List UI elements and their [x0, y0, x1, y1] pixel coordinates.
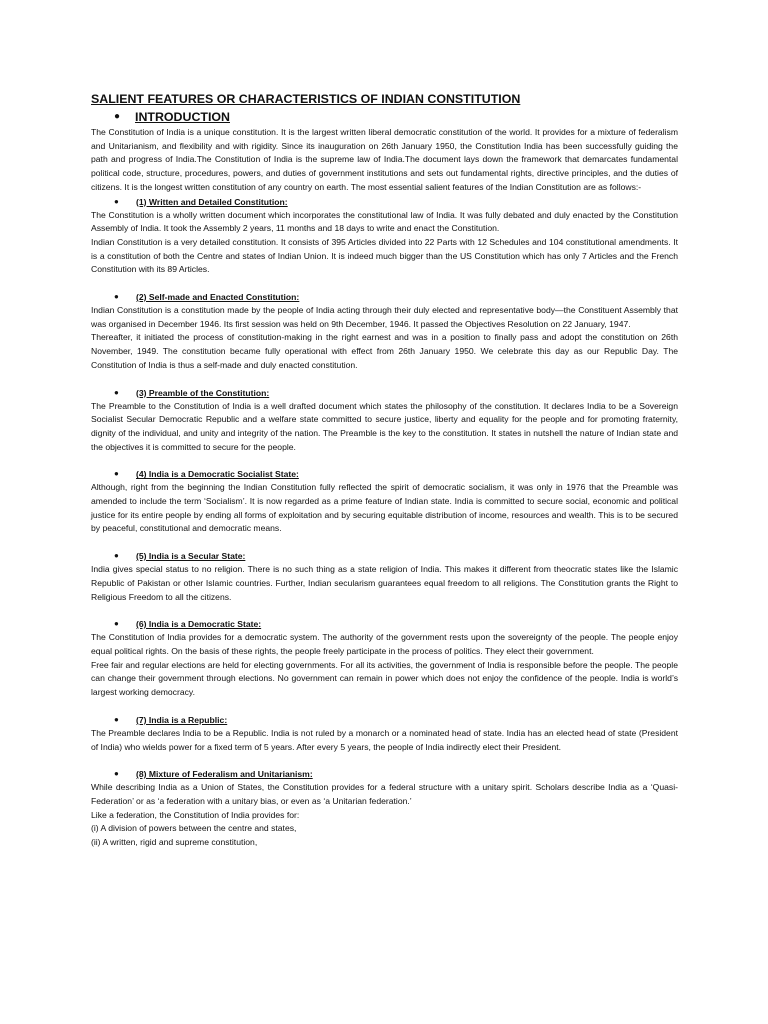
introduction-heading-row [91, 109, 678, 125]
section-paragraph: Free fair and regular elections are held for electing governments. For all its activities, the government of India is responsible before the people. The people can change their government through elections. No government can remain in power which does not enjoy the confidence of the people. India is world’s largest working democracy. [91, 659, 678, 698]
section-heading-row [91, 549, 678, 563]
section-democratic-state [91, 617, 678, 700]
section-written-constitution [91, 195, 678, 278]
document-page [91, 92, 678, 850]
bullet-icon: ● [114, 196, 119, 206]
section-secular-state [91, 549, 678, 604]
section-paragraph: While describing India as a Union of States, the Constitution provides for a federal structure with a unitary spirit. Scholars describe India as a ‘Quasi-Federation’ or as ‘a federation with a unitary bias, or even as ‘a Unitarian federation.’ [91, 782, 678, 806]
section-heading: (2) Self-made and Enacted Constitution: [136, 292, 300, 303]
section-heading-row [91, 767, 678, 781]
section-heading-row [91, 617, 678, 631]
section-paragraph: Although, right from the beginning the Indian Constitution fully reflected the spirit of democratic socialism, it was only in 1976 that the Preamble was amended to include the term ‘Socialism’. It is now regarded as a prime feature of Indian state. India is committed to secure social, economic and political justice for its entire people by ending all forms of exploitation and by securing equitable distribution of income, resources and wealth. This is to be secured by peaceful, constitutional and democratic means. [91, 482, 678, 534]
section-heading-row [91, 467, 678, 481]
bullet-icon: ● [114, 387, 119, 397]
section-federalism-unitarianism [91, 767, 678, 850]
document-title: SALIENT FEATURES OR CHARACTERISTICS OF INDIAN CONSTITUTION [91, 92, 521, 106]
section-heading-row [91, 195, 678, 209]
section-paragraph: Like a federation, the Constitution of India provides for: [91, 809, 300, 820]
section-heading: (3) Preamble of the Constitution: [136, 387, 270, 398]
section-self-made-constitution [91, 290, 678, 373]
bullet-icon: ● [114, 469, 119, 479]
section-heading-row [91, 713, 678, 727]
list-item: (i) A division of powers between the centre and states, [91, 823, 297, 834]
introduction-heading: INTRODUCTION [135, 110, 230, 124]
section-paragraph: The Constitution of India provides for a democratic system. The authority of the government rests upon the sovereignty of the people. The people enjoy equal political rights. On the basis of these rights, the people freely participate in the process of politics. They elect their government. [91, 632, 678, 656]
list-item: (ii) A written, rigid and supreme constitution, [91, 837, 258, 848]
section-preamble [91, 386, 678, 455]
section-paragraph: Thereafter, it initiated the process of constitution-making in the right earnest and was in a position to finally pass and adopt the constitution on 26th November, 1949. The constitution became fully operational with effect from 26th January 1950. We celebrate this day as our Republic Day. The Constitution of India is thus a self-made and duly enacted constitution. [91, 332, 678, 370]
section-paragraph: Indian Constitution is a constitution made by the people of India acting through their duly elected and representative body—the Constituent Assembly that was organised in December 1946. Its first session was held on 9th December, 1946. It passed the Objectives Resolution on 22 January, 1947. [91, 305, 678, 329]
section-heading: (1) Written and Detailed Constitution: [136, 196, 288, 207]
bullet-icon: ● [114, 769, 119, 779]
section-heading: (4) India is a Democratic Socialist State: [136, 469, 299, 480]
introduction-paragraph: The Constitution of India is a unique constitution. It is the largest written liberal democratic constitution of the world. It provides for a mixture of federalism and Unitarianism, and flexibility and with rigidity. Since its inauguration on 26th January 1950, the Constitution India has been successfully guiding the path and progress of India.The Constitution of India is the supreme law of India.The document lays down the framework that demarcates fundamental political code, structure, procedures, powers, and duties of government institutions and sets out fundamental rights, directive principles, and the duties of citizens. It is the longest written constitution of any country on earth. The most essential salient features of the Indian Constitution are as follows:- [91, 127, 678, 192]
section-heading: (7) India is a Republic: [136, 714, 228, 725]
section-paragraph: India gives special status to no religion. There is no such thing as a state religion of India. This makes it different from theocratic states like the Islamic Republic of Pakistan or other Islamic countries. Further, Indian secularism guarantees equal freedom to all religions. The Constitution grants the Right to Religious Freedom to all the citizens. [91, 564, 678, 602]
section-paragraph: Indian Constitution is a very detailed constitution. It consists of 395 Articles divided into 22 Parts with 12 Schedules and 104 constitutional amendments. It is a constitution of both the Centre and states of Indian Union. It is indeed much bigger than the US Constitution which has only 7 Articles and the French Constitution with its 89 Articles. [91, 236, 678, 275]
section-democratic-socialist-state [91, 467, 678, 536]
section-heading-row [91, 290, 678, 304]
bullet-icon: ● [114, 551, 119, 561]
section-paragraph: The Constitution is a wholly written document which incorporates the constitutional law of India. It was fully debated and duly enacted by the Constitution Assembly of India. It took the Assembly 2 years, 11 months and 18 days to write and enact the Constitution. [91, 209, 678, 234]
section-republic [91, 713, 678, 754]
section-heading: (5) India is a Secular State: [136, 551, 246, 562]
bullet-icon: ● [114, 714, 119, 724]
bullet-icon: ● [114, 111, 121, 122]
section-heading-row [91, 386, 678, 400]
section-paragraph: The Preamble to the Constitution of India is a well drafted document which states the philosophy of the constitution. It declares India to be a Sovereign Socialist Secular Democratic Republic and a welfare state committed to secure justice, liberty and equality for the people and for promoting fraternity, dignity of the individual, and unity and integrity of the nation. The Preamble is the key to the constitution. It states in nutshell the nature of Indian state and the objectives it is committed to secure for the people. [91, 400, 678, 452]
bullet-icon: ● [114, 292, 119, 302]
section-heading: (6) India is a Democratic State: [136, 619, 262, 630]
bullet-icon: ● [114, 619, 119, 629]
section-paragraph: The Preamble declares India to be a Republic. India is not ruled by a monarch or a nominated head of state. India has an elected head of state (President of India) who wields power for a fixed term of 5 years. After every 5 years, the people of India indirectly elect their President. [91, 727, 678, 752]
section-heading: (8) Mixture of Federalism and Unitarianism: [136, 769, 313, 780]
